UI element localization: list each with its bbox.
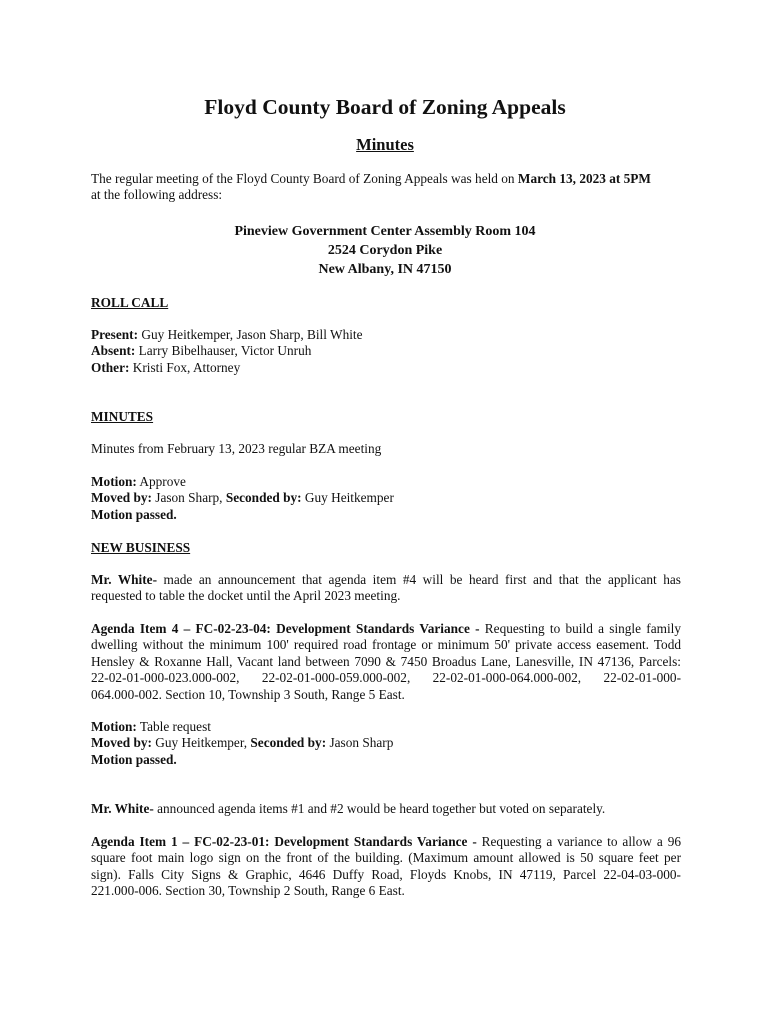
present-label: Present: xyxy=(91,327,139,342)
moved-label: Moved by: xyxy=(91,490,152,506)
announcement-1-text: made an announcement that agenda item #4 will be heard first and that the applicant has xyxy=(157,572,681,587)
new-business-heading: NEW BUSINESS xyxy=(91,540,191,555)
roll-call-list xyxy=(91,327,681,376)
item4-seconded-value: Jason Sharp xyxy=(326,735,394,751)
moved-value: Jason Sharp, xyxy=(151,490,226,506)
agenda-item-4-line-2: dwelling without the minimum 100' required road frontage or minimum 50' private access easement. Todd xyxy=(91,637,681,653)
item4-moved-value: Guy Heitkemper, xyxy=(151,735,251,751)
agenda-item-1-line-3: sign). Falls City Signs & Graphic, 4646 Duffy Road, Floyds Knobs, IN 47119, Parcel 22-04-03-000- xyxy=(91,866,681,882)
minutes-motion-block xyxy=(91,474,681,523)
document-subtitle: Minutes xyxy=(356,135,414,154)
seconded-label: Seconded by: xyxy=(225,490,302,506)
address-line-3: New Albany, IN 47150 xyxy=(318,262,452,277)
intro-text-2: at the following address: xyxy=(91,187,223,203)
agenda-item-4-label: Agenda Item 4 – FC-02-23-04: Development Standards Variance - xyxy=(91,621,480,636)
agenda-item-4-line-3: Hensley & Roxanne Hall, Vacant land between 7090 & 7450 Broadus Lane, Lanesville, IN 47136, Parcels: xyxy=(91,653,681,669)
announcement-1-line-1 xyxy=(91,572,681,588)
minutes-heading: MINUTES xyxy=(91,409,154,424)
announcement-1 xyxy=(91,572,681,605)
item4-moved-line xyxy=(91,735,681,751)
roll-call-heading: ROLL CALL xyxy=(91,295,169,310)
absent-value: Larry Bibelhauser, Victor Unruh xyxy=(135,343,312,359)
motion-value: Approve xyxy=(136,474,186,489)
agenda-item-4-motion-block xyxy=(91,719,681,768)
absent-line xyxy=(91,343,681,359)
document-title: Floyd County Board of Zoning Appeals xyxy=(204,95,566,119)
address-line-1: Pineview Government Center Assembly Room 104 xyxy=(234,224,536,239)
minutes-text: Minutes from February 13, 2023 regular BZA meeting xyxy=(91,441,382,456)
other-value: Kristi Fox, Attorney xyxy=(129,359,241,375)
agenda-item-1-line-1 xyxy=(91,834,681,850)
absent-label: Absent: xyxy=(91,343,136,359)
announcement-1-speaker: Mr. White- xyxy=(91,572,157,587)
item4-seconded-label: Seconded by: xyxy=(250,735,327,751)
intro-paragraph xyxy=(91,171,681,204)
motion-result: Motion passed. xyxy=(91,506,177,522)
item4-motion-line xyxy=(91,719,681,735)
motion-label: Motion: xyxy=(91,474,137,489)
announcement-2-speaker: Mr. White- xyxy=(91,801,154,816)
agenda-item-1-line-4: 221.000-006. Section 30, Township 2 South, Range 6 East. xyxy=(91,883,405,899)
agenda-item-4-line-4: 22-02-01-000-023.000-002, 22-02-01-000-059.000-002, 22-02-01-000-064.000-002, 22-02-01-000- xyxy=(91,670,681,686)
announcement-2 xyxy=(91,801,681,817)
announcement-1-line-2: requested to table the docket until the April 2023 meeting. xyxy=(91,588,401,604)
agenda-item-1-label: Agenda Item 1 – FC-02-23-01: Development Standards Variance - xyxy=(91,834,477,849)
intro-text: The regular meeting of the Floyd County Board of Zoning Appeals was held on xyxy=(91,171,518,186)
other-label: Other: xyxy=(91,359,130,375)
agenda-item-1-line-2: square foot main logo sign on the front of the building. (Maximum amount allowed is 50 square feet per xyxy=(91,850,681,866)
motion-line xyxy=(91,474,681,490)
moved-line xyxy=(91,490,681,506)
agenda-item-4-line-1 xyxy=(91,621,681,637)
agenda-item-4 xyxy=(91,621,681,703)
agenda-item-4-text-1: Requesting to build a single family xyxy=(479,621,682,636)
agenda-item-1 xyxy=(91,834,681,900)
agenda-item-1-text-1: Requesting a variance to allow a 96 xyxy=(476,834,681,849)
meeting-date: March 13, 2023 at 5PM xyxy=(517,171,651,186)
item4-moved-label: Moved by: xyxy=(91,735,152,751)
address-line-2: 2524 Corydon Pike xyxy=(327,243,443,258)
item4-motion-result: Motion passed. xyxy=(91,751,177,767)
present-line xyxy=(91,327,681,343)
item4-motion-value: Table request xyxy=(136,719,211,734)
seconded-value: Guy Heitkemper xyxy=(301,490,394,506)
other-line xyxy=(91,360,681,376)
agenda-item-4-line-5: 064.000-002. Section 10, Township 3 South, Range 5 East. xyxy=(91,686,405,702)
item4-motion-label: Motion: xyxy=(91,719,137,734)
announcement-2-text: announced agenda items #1 and #2 would be heard together but voted on separately. xyxy=(153,801,606,816)
present-value: Guy Heitkemper, Jason Sharp, Bill White xyxy=(138,327,363,342)
